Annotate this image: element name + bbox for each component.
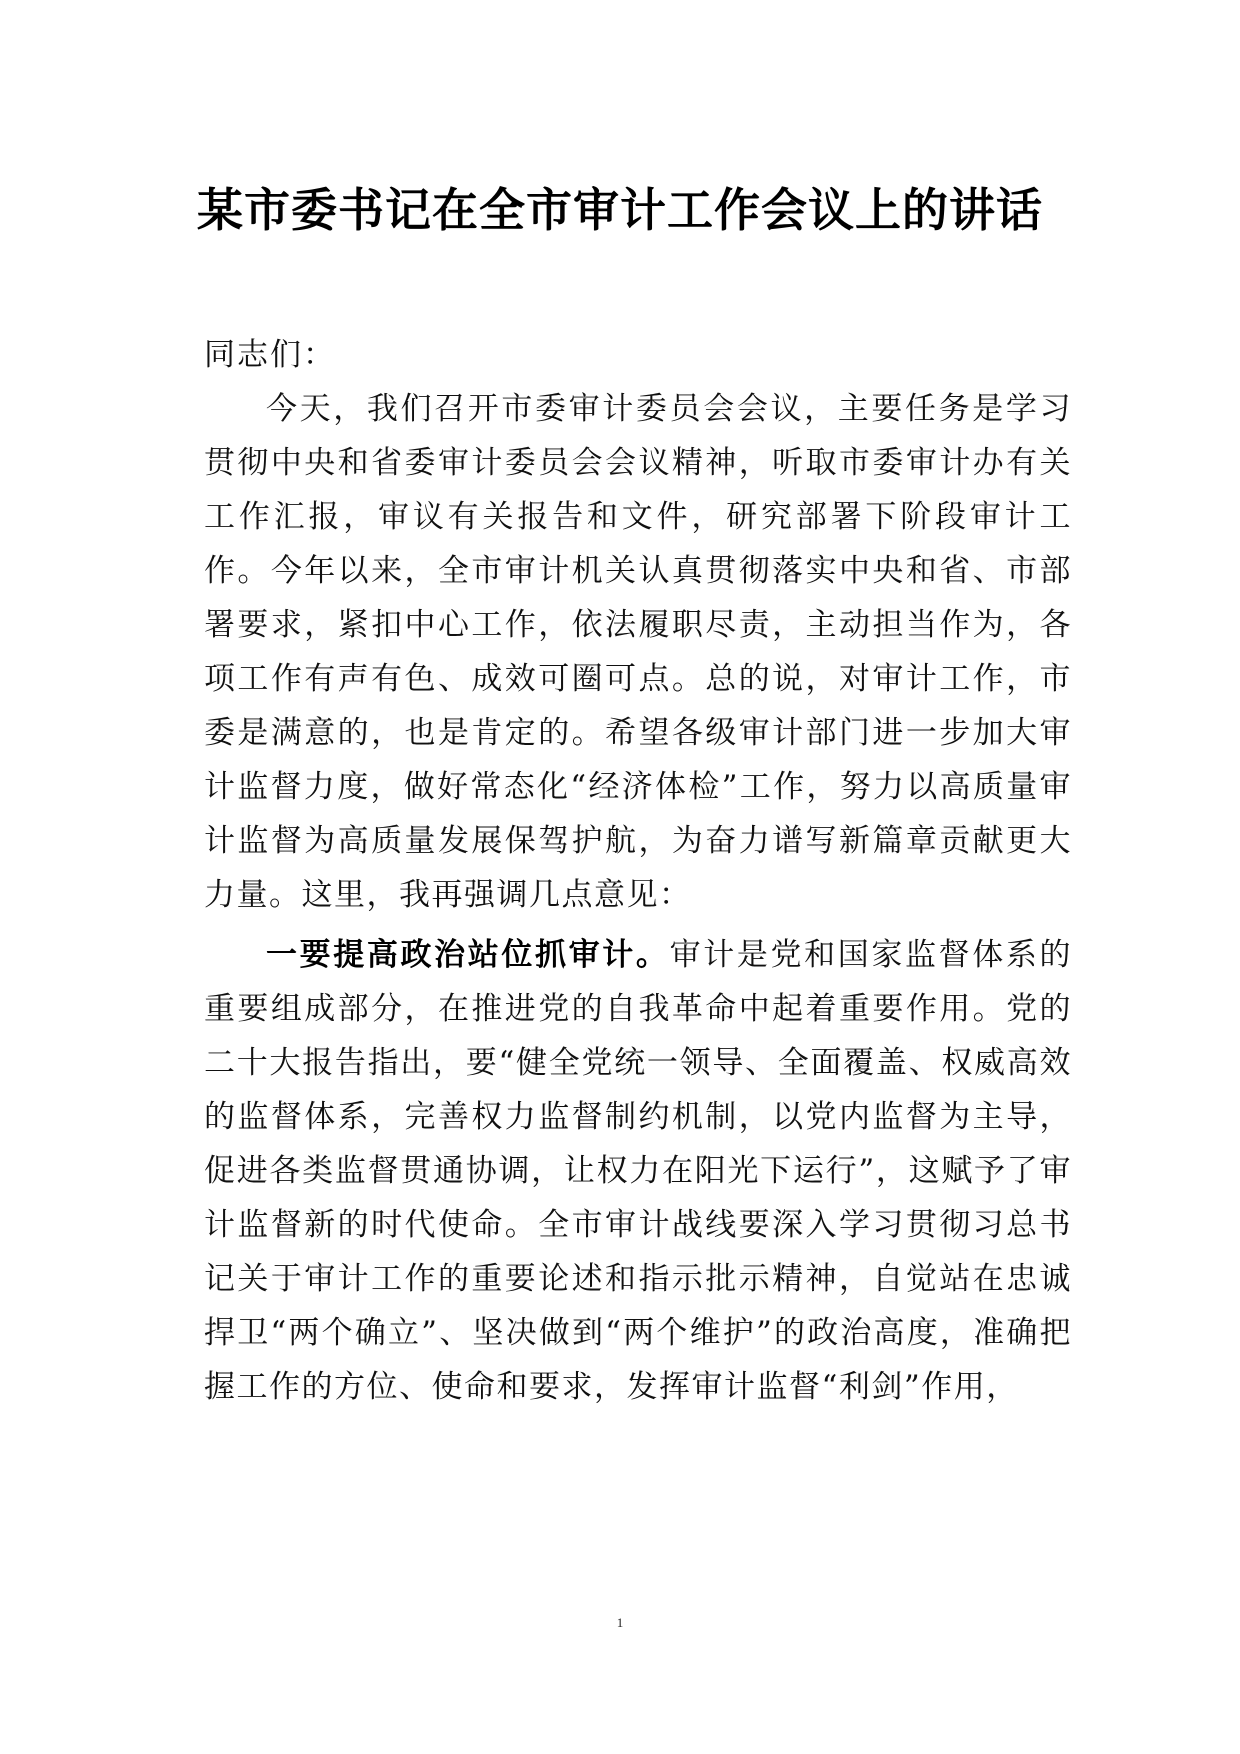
document-body bbox=[204, 328, 1072, 1414]
paragraph-text: 今天，我们召开市委审计委员会会议，主要任务是学习贯彻中央和省委审计委员会会议精神，听取市委审计办有关工作汇报，审议有关报告和文件，研究部署下阶段审计工作。今年以来，全市审计机关认真贯彻落实中央和省、市部署要求，紧扣中心工作，依法履职尽责，主动担当作为，各项工作有声有色、成效可圈可点。总的说，对审计工作，市委是满意的，也是肯定的。希望各级审计部门进一步加大审计监督力度，做好常态化“经济体检”工作，努力以高质量审计监督为高质量发展保驾护航，为奋力谱写新篇章贡献更大力量。这里，我再强调几点意见： bbox=[204, 391, 1072, 913]
paragraph-text: 审计是党和国家监督体系的重要组成部分，在推进党的自我革命中起着重要作用。党的二十大报告指出，要“健全党统一领导、全面覆盖、权威高效的监督体系，完善权力监督制约机制，以党内监督为主导，促进各类监督贯通协调，让权力在阳光下运行”，这赋予了审计监督新的时代使命。全市审计战线要深入学习贯彻习总书记关于审计工作的重要论述和指示批示精神，自觉站在忠诚捍卫“两个确立”、坚决做到“两个维护”的政治高度，准确把握工作的方位、使命和要求，发挥审计监督“利剑”作用， bbox=[204, 937, 1073, 1405]
document-title: 某市委书记在全市审计工作会议上的讲话 bbox=[197, 183, 1043, 237]
paragraph-lead: 一要提高政治站位抓审计。 bbox=[266, 937, 670, 973]
page-number: 1 bbox=[616, 1615, 624, 1630]
paragraph-intro bbox=[204, 382, 1072, 922]
salutation: 同志们： bbox=[204, 337, 336, 373]
paragraph-point-one bbox=[204, 928, 1072, 1414]
